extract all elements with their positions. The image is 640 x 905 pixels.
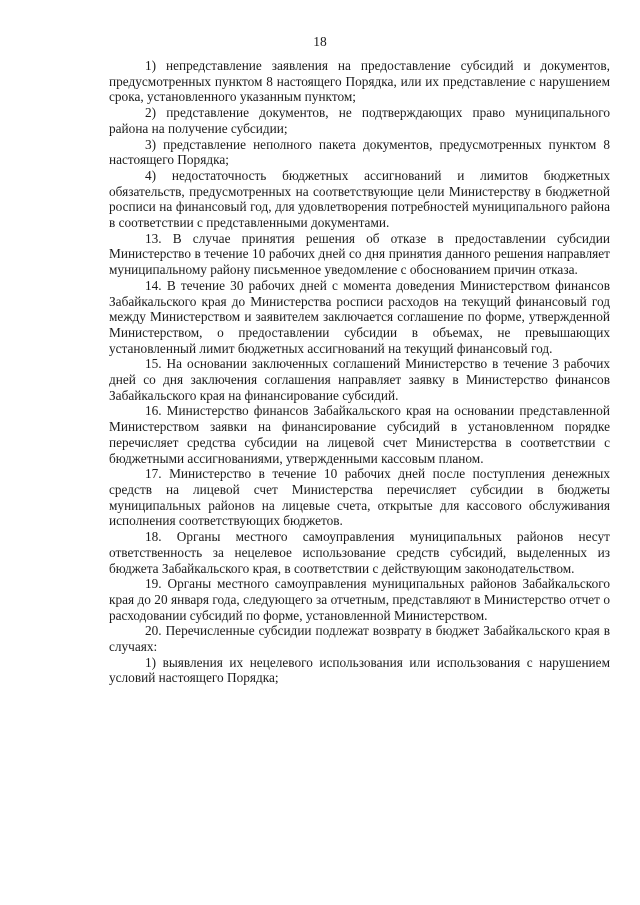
paragraph: 15. На основании заключенных соглашений Министерство в течение 3 рабочих дней со дня заключения соглашения направляет заявку в Министерство финансов Забайкальского края на финансирование субсидий. bbox=[109, 356, 610, 403]
paragraph: 1) выявления их нецелевого использования или использования с нарушением условий настоящего Порядка; bbox=[109, 654, 610, 686]
paragraph: 18. Органы местного самоуправления муниципальных районов несут ответственность за нецелевое использование средств субсидий, выделенных из бюджета Забайкальского края, в соответствии с действующим законодательством. bbox=[109, 529, 610, 576]
paragraph: 2) представление документов, не подтверждающих право муниципального района на получение субсидии; bbox=[109, 105, 610, 136]
paragraph: 4) недостаточность бюджетных ассигнований и лимитов бюджетных обязательств, предусмотренных на соответствующие цели Министерству в бюджетной росписи на финансовый год, для удовлетворения потребностей муниципального района в соответствии с представленными документами. bbox=[109, 167, 610, 231]
paragraph: 3) представление неполного пакета документов, предусмотренных пунктом 8 настоящего Порядка; bbox=[109, 136, 610, 168]
paragraph: 16. Министерство финансов Забайкальского края на основании представленной Министерством заявки на финансирование субсидий в установленном порядке перечисляет средства субсидии на лицевой счет Министерства в соответствии с бюджетными ассигнованиями, утвержденными кассовым планом. bbox=[109, 403, 610, 466]
page-number: 18 bbox=[313, 34, 327, 49]
paragraph: 17. Министерство в течение 10 рабочих дней после поступления денежных средств на лицевой счет Министерства перечисляет субсидии в бюджеты муниципальных районов на лицевые счета, открытые для кассового обслуживания исполнения соответствующих бюджетов. bbox=[109, 466, 610, 529]
paragraph: 13. В случае принятия решения об отказе в предоставлении субсидии Министерство в течение 10 рабочих дней со дня принятия данного решения направляет муниципальному району письменное уведомление с обоснованием причин отказа. bbox=[109, 230, 610, 278]
paragraph: 1) непредставление заявления на предоставление субсидий и документов, предусмотренных пунктом 8 настоящего Порядка, или их представление с нарушением срока, установленного указанным пунктом; bbox=[109, 58, 610, 105]
paragraph: 14. В течение 30 рабочих дней с момента доведения Министерством финансов Забайкальского края до Министерства росписи расходов на текущий финансовый год между Министерством и заявителем заключается соглашение по форме, утвержденной Министерством, о предоставлении субсидии в объемах, не превышающих установленный лимит бюджетных ассигнований на текущий финансовый год. bbox=[109, 277, 610, 356]
paragraph: 19. Органы местного самоуправления муниципальных районов Забайкальского края до 20 января года, следующего за отчетным, представляют в Министерство отчет о расходовании субсидий по форме, установленной Министерством. bbox=[109, 576, 610, 623]
document-body bbox=[109, 58, 610, 686]
paragraph: 20. Перечисленные субсидии подлежат возврату в бюджет Забайкальского края в случаях: bbox=[109, 623, 610, 655]
